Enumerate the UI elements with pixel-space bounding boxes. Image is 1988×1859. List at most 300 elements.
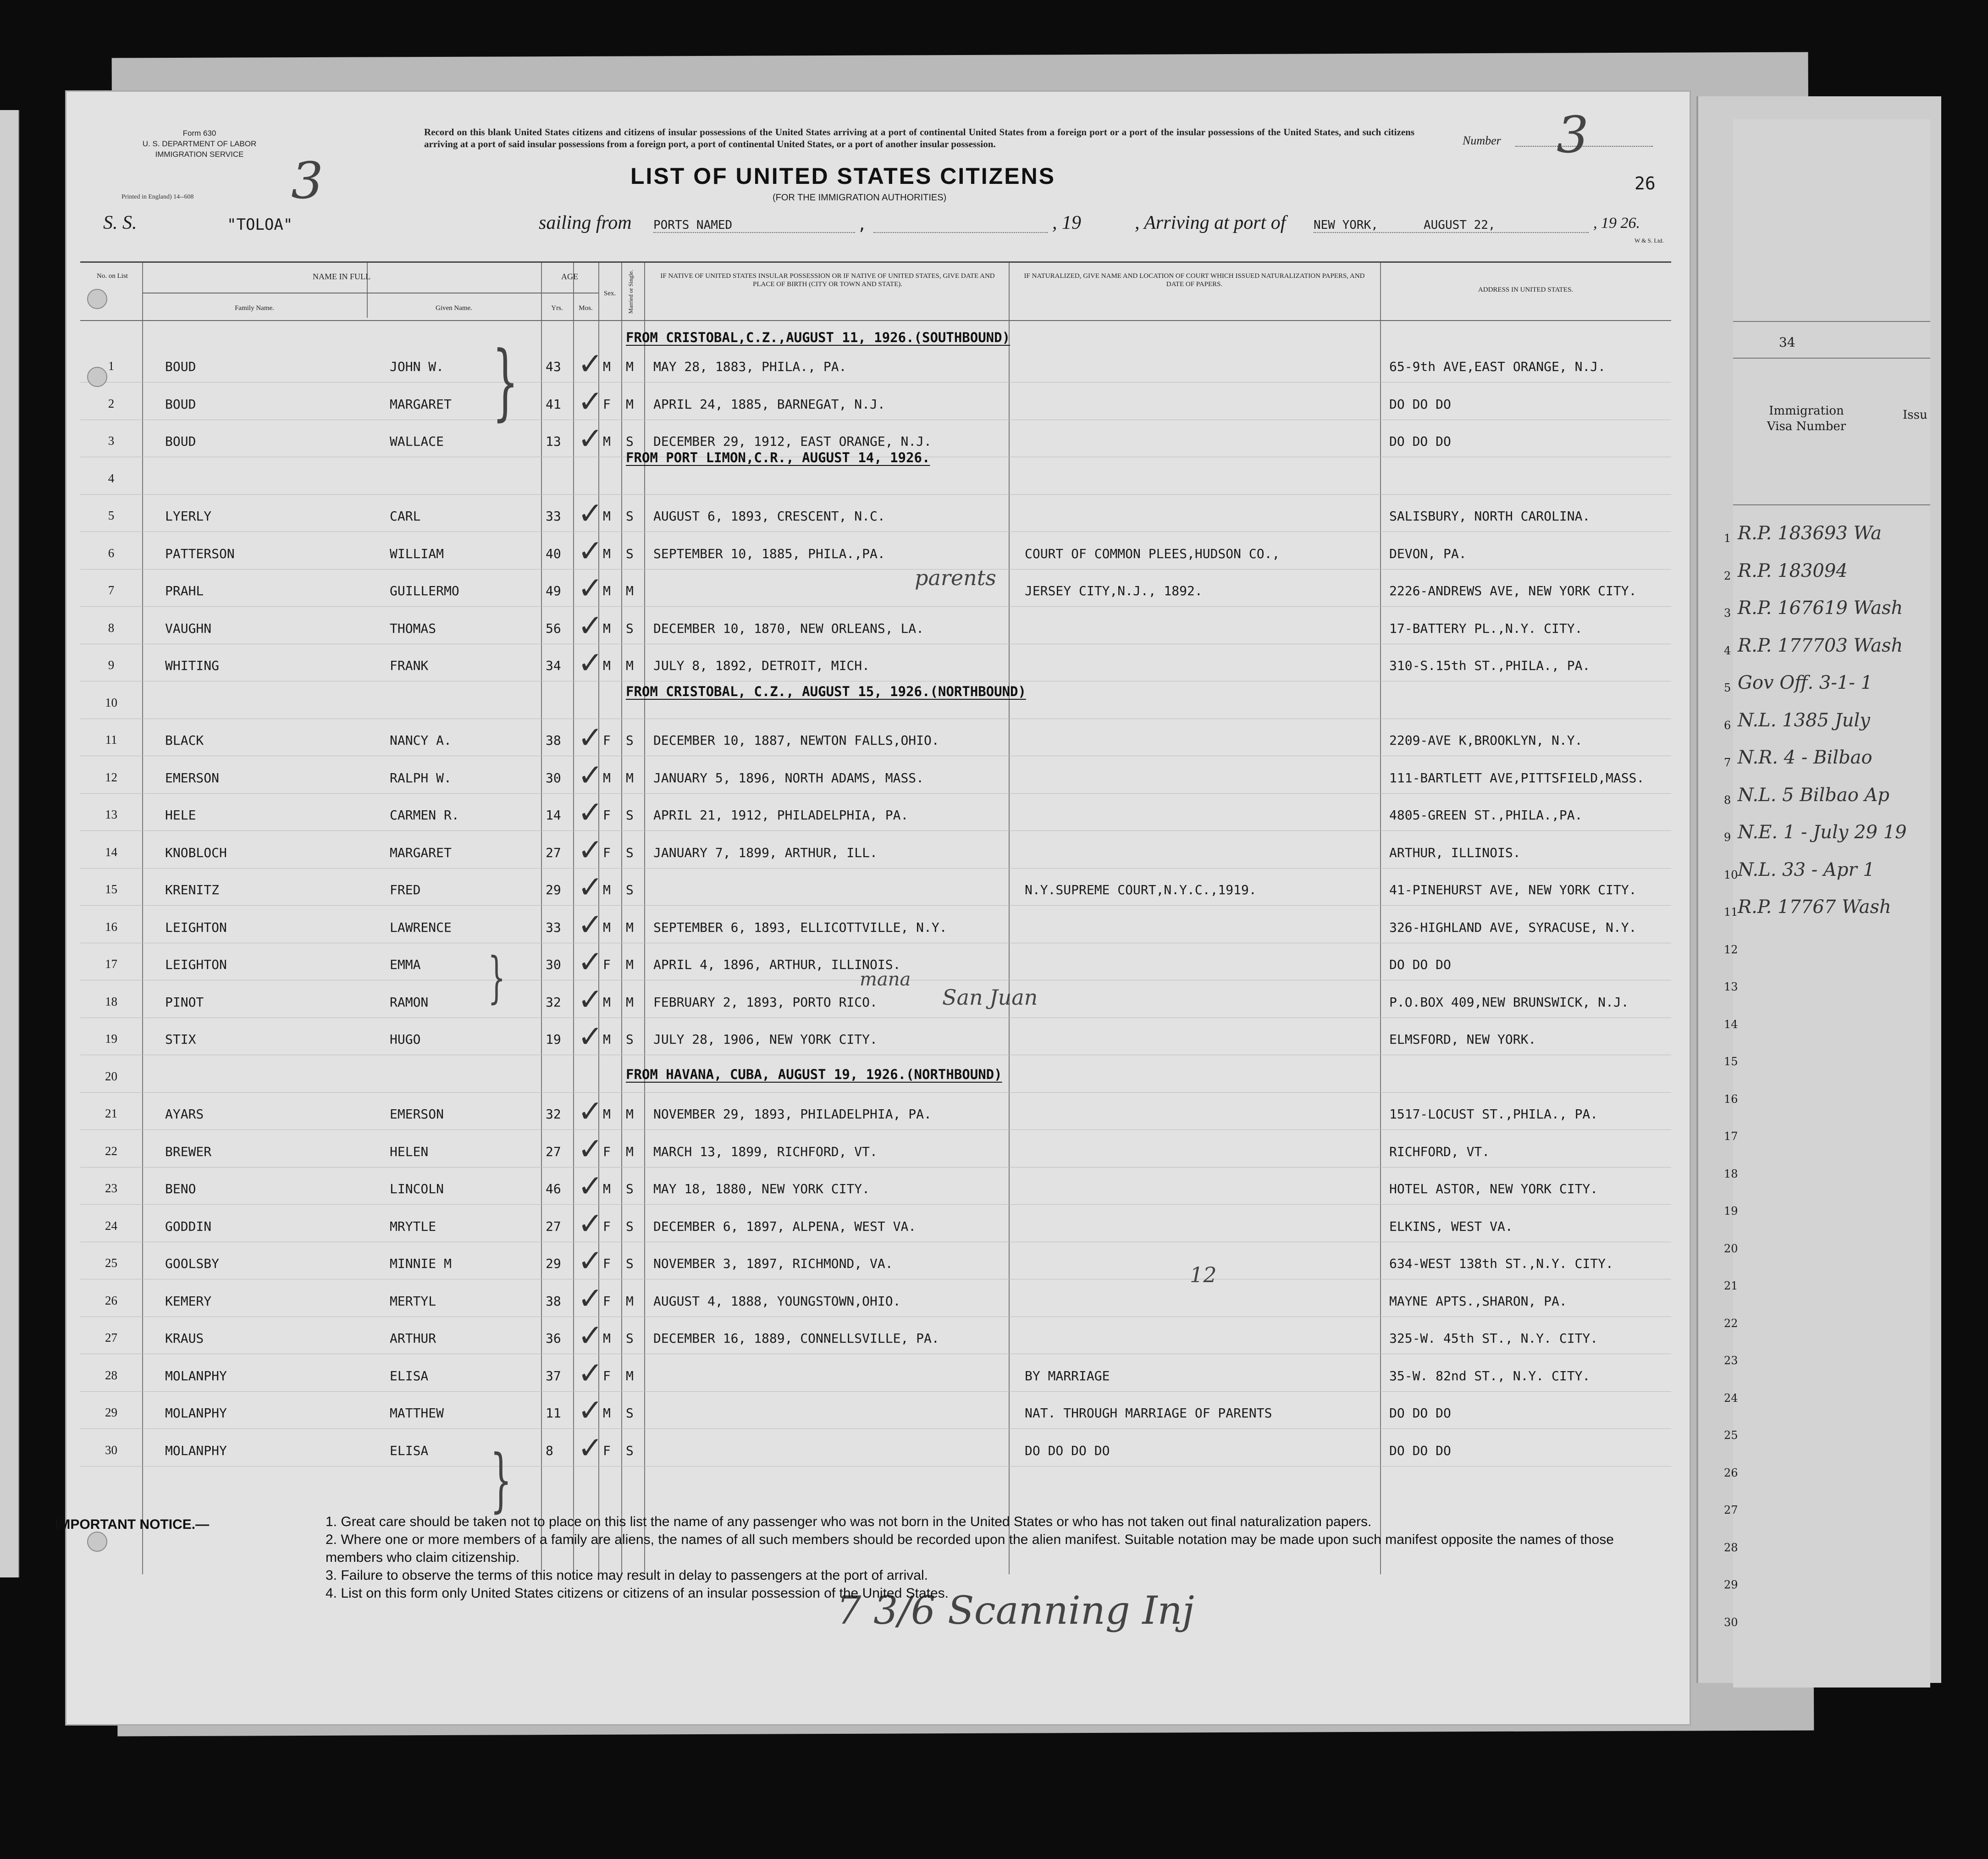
given-name: LAWRENCE (390, 919, 452, 935)
section-header: FROM HAVANA, CUBA, AUGUST 19, 1926.(NORTHBOUND) (626, 1067, 1002, 1082)
family-name: MOLANPHY (165, 1443, 227, 1458)
sheet-row-number: 2 (1724, 569, 1731, 582)
header-mos: Mos. (579, 304, 593, 312)
sheet-row-number: 19 (1724, 1205, 1738, 1217)
sailing-from-value: PORTS NAMED (653, 218, 733, 232)
voyage-line (103, 212, 1664, 244)
sheet-row-number: 4 (1724, 644, 1731, 657)
printed-note: Printed in England) 14--608 (121, 194, 194, 200)
sheet-row-number: 11 (1724, 906, 1738, 918)
sheet-row-number: 6 (1724, 719, 1731, 732)
marital-status: S (626, 1405, 634, 1421)
marital-status: M (626, 1368, 634, 1383)
check-mark-icon: ✓ (578, 1318, 603, 1353)
birth-info: JANUARY 5, 1896, NORTH ADAMS, MASS. (653, 770, 924, 786)
binder-hole (87, 1532, 107, 1552)
check-mark-icon: ✓ (578, 832, 603, 868)
sheet-visa-entry: N.L. 33 - Apr 1 (1738, 859, 1875, 880)
handwritten-brace: } (488, 946, 506, 1010)
notice-item: 4. List on this form only United States citizens or citizens of an insular possession of the United States. (326, 1586, 949, 1601)
header-age: AGE (561, 272, 578, 281)
sheet-visa-entry: N.L. 5 Bilbao Ap (1738, 784, 1890, 806)
birth-info: JULY 8, 1892, DETROIT, MICH. (653, 658, 870, 673)
family-name: VAUGHN (165, 620, 212, 636)
check-mark-icon: ✓ (578, 533, 603, 569)
handwritten-scanning-note: 7 3/6 Scanning Inj (837, 1588, 1194, 1633)
sex: M (603, 770, 611, 786)
us-address: MAYNE APTS.,SHARON, PA. (1389, 1293, 1567, 1309)
sheet-row-number: 1 (1724, 532, 1731, 545)
form-id-block (131, 128, 268, 160)
marital-status: S (626, 882, 634, 897)
check-mark-icon: ✓ (578, 869, 603, 905)
handwritten-san-juan: San Juan (942, 985, 1038, 1010)
check-mark-icon: ✓ (578, 570, 603, 606)
row-rule (80, 1129, 1671, 1130)
row-rule (80, 494, 1671, 495)
marital-status: S (626, 808, 634, 823)
us-address: 4805-GREEN ST.,PHILA.,PA. (1389, 808, 1583, 823)
us-address: 17-BATTERY PL.,N.Y. CITY. (1389, 620, 1583, 636)
us-address: 326-HIGHLAND AVE, SYRACUSE, N.Y. (1389, 919, 1637, 935)
col-divider (573, 263, 574, 1574)
sheet-row-number: 10 (1724, 868, 1738, 881)
age-years: 41 (546, 396, 561, 412)
row-number: 3 (108, 434, 115, 448)
sheet-row-number: 5 (1724, 681, 1731, 694)
age-years: 13 (546, 434, 561, 449)
sex: M (603, 1405, 611, 1421)
us-address: 2226-ANDREWS AVE, NEW YORK CITY. (1389, 583, 1637, 598)
us-address: 634-WEST 138th ST.,N.Y. CITY. (1389, 1256, 1613, 1271)
handwritten-12: 12 (1190, 1262, 1217, 1287)
col-divider (1009, 263, 1010, 1574)
sex: M (603, 1331, 611, 1346)
row-number: 14 (105, 845, 117, 859)
sheet-visa-header: Immigration Visa Number (1767, 404, 1846, 433)
handwritten-page-mark: 3 (291, 151, 323, 210)
family-name: KNOBLOCH (165, 845, 227, 860)
us-address: DEVON, PA. (1389, 546, 1467, 561)
check-mark-icon: ✓ (578, 421, 603, 456)
age-years: 14 (546, 808, 561, 823)
number-label: Number (1463, 134, 1501, 147)
sex: M (603, 919, 611, 935)
sheet-row-number: 23 (1724, 1354, 1738, 1367)
naturalization-info: BY MARRIAGE (1025, 1368, 1110, 1383)
year-prefix: , 19 (1052, 212, 1081, 233)
sex: M (603, 620, 611, 636)
row-rule (80, 1391, 1671, 1392)
age-years: 43 (546, 359, 561, 374)
sheet-row-number: 22 (1724, 1317, 1738, 1330)
marital-status: S (626, 620, 634, 636)
us-address: RICHFORD, VT. (1389, 1144, 1490, 1159)
given-name: JOHN W. (390, 359, 444, 374)
binder-hole (87, 289, 107, 309)
birth-info: NOVEMBER 29, 1893, PHILADELPHIA, PA. (653, 1107, 932, 1122)
sheet-visa-entry: R.P. 183094 (1738, 560, 1848, 581)
us-address: ELMSFORD, NEW YORK. (1389, 1032, 1536, 1047)
family-name: PINOT (165, 994, 204, 1010)
age-years: 33 (546, 509, 561, 524)
check-mark-icon: ✓ (578, 645, 603, 681)
sex: F (603, 845, 611, 860)
birth-info: MAY 18, 1880, NEW YORK CITY. (653, 1181, 870, 1196)
row-number: 25 (105, 1256, 117, 1270)
notice-items (326, 1513, 1664, 1602)
handwritten-brace: } (490, 1440, 512, 1520)
sheet-row-number: 29 (1724, 1578, 1738, 1591)
department: U. S. DEPARTMENT OF LABOR (142, 139, 257, 148)
age-years: 38 (546, 1293, 561, 1309)
given-name: RAMON (390, 994, 429, 1010)
marital-status: S (626, 1218, 634, 1234)
header-naturalized: IF NATURALIZED, GIVE NAME AND LOCATION OF COURT WHICH ISSUED NATURALIZATION PAPERS, AND DATE OF PAPERS. (1024, 272, 1365, 288)
sheet-row-number: 18 (1724, 1167, 1738, 1180)
handwritten-mana: mana (860, 969, 911, 990)
row-rule (80, 868, 1671, 869)
family-name: MOLANPHY (165, 1405, 227, 1421)
age-years: 29 (546, 1256, 561, 1271)
row-number: 9 (108, 658, 115, 672)
given-name: ARTHUR (390, 1331, 436, 1346)
row-number: 13 (105, 808, 117, 821)
us-address: 1517-LOCUST ST.,PHILA., PA. (1389, 1107, 1598, 1122)
check-mark-icon: ✓ (578, 1168, 603, 1204)
us-address: 41-PINEHURST AVE, NEW YORK CITY. (1389, 882, 1637, 897)
arrival-date: AUGUST 22, (1424, 218, 1496, 232)
arrival-port: NEW YORK, (1314, 218, 1378, 232)
marital-status: M (626, 359, 634, 374)
family-name: LEIGHTON (165, 957, 227, 972)
sex: M (603, 583, 611, 598)
given-name: EMMA (390, 957, 421, 972)
page-title: LIST OF UNITED STATES CITIZENS (630, 163, 1056, 189)
row-number: 21 (105, 1107, 117, 1120)
row-rule (80, 830, 1671, 831)
check-mark-icon: ✓ (578, 795, 603, 830)
row-number: 4 (108, 471, 115, 485)
given-name: MRYTLE (390, 1218, 436, 1234)
us-address: ARTHUR, ILLINOIS. (1389, 845, 1521, 860)
us-address: 65-9th AVE,EAST ORANGE, N.J. (1389, 359, 1606, 374)
given-name: MINNIE M (390, 1256, 452, 1271)
marital-status: S (626, 546, 634, 561)
family-name: HELE (165, 808, 196, 823)
family-name: LYERLY (165, 509, 212, 524)
given-name: NANCY A. (390, 733, 452, 748)
row-number: 1 (108, 359, 115, 373)
age-years: 32 (546, 1107, 561, 1122)
marital-status: M (626, 770, 634, 786)
sheet-row-number: 27 (1724, 1504, 1738, 1516)
sex: F (603, 733, 611, 748)
us-address: SALISBURY, NORTH CAROLINA. (1389, 509, 1590, 524)
handwritten-parents: parents (915, 565, 996, 590)
given-name: EMERSON (390, 1107, 444, 1122)
given-name: HUGO (390, 1032, 421, 1047)
notice-heading: IMPORTANT NOTICE.— (55, 1517, 210, 1532)
check-mark-icon: ✓ (578, 1430, 603, 1466)
check-mark-icon: ✓ (578, 944, 603, 979)
marital-status: M (626, 1107, 634, 1122)
col-divider (621, 263, 622, 1574)
birth-info: DECEMBER 10, 1887, NEWTON FALLS,OHIO. (653, 733, 939, 748)
sheet-row-number: 8 (1724, 793, 1731, 807)
sheet-row-number: 30 (1724, 1616, 1738, 1629)
birth-info: SEPTEMBER 10, 1885, PHILA.,PA. (653, 546, 885, 561)
age-years: 29 (546, 882, 561, 897)
sex: M (603, 1107, 611, 1122)
col-divider (1380, 263, 1381, 1574)
citizens-list-form (66, 92, 1690, 1724)
marital-status: S (626, 1032, 634, 1047)
check-mark-icon: ✓ (578, 496, 603, 531)
row-number: 7 (108, 583, 115, 597)
sheet-rule (1733, 358, 1930, 359)
col-divider (541, 263, 542, 1574)
birth-info: DECEMBER 6, 1897, ALPENA, WEST VA. (653, 1218, 917, 1234)
sheet-visa-entry: N.L. 1385 July (1738, 709, 1870, 731)
family-name: BENO (165, 1181, 196, 1196)
check-mark-icon: ✓ (578, 1393, 603, 1428)
family-name: PRAHL (165, 583, 204, 598)
row-number: 28 (105, 1368, 117, 1382)
marital-status: S (626, 1331, 634, 1346)
given-name: MATTHEW (390, 1405, 444, 1421)
sex: M (603, 994, 611, 1010)
us-address: 111-BARTLETT AVE,PITTSFIELD,MASS. (1389, 770, 1645, 786)
comma: , (857, 216, 867, 234)
marital-status: M (626, 396, 634, 412)
check-mark-icon: ✓ (578, 981, 603, 1017)
us-address: P.O.BOX 409,NEW BRUNSWICK, N.J. (1389, 994, 1629, 1010)
binder-hole (87, 367, 107, 387)
row-number: 27 (105, 1331, 117, 1344)
age-years: 36 (546, 1331, 561, 1346)
sex: F (603, 1443, 611, 1458)
sheet-rule (1733, 321, 1930, 322)
birth-info: FEBRUARY 2, 1893, PORTO RICO. (653, 994, 878, 1010)
row-rule (80, 606, 1671, 607)
us-address: DO DO DO (1389, 1443, 1451, 1458)
row-number: 8 (108, 620, 115, 635)
age-years: 38 (546, 733, 561, 748)
given-name: CARL (390, 509, 421, 524)
marital-status: S (626, 1443, 634, 1458)
sheet-row-number: 17 (1724, 1130, 1738, 1143)
row-number: 15 (105, 882, 117, 896)
row-number: 23 (105, 1181, 117, 1195)
marital-status: S (626, 733, 634, 748)
birth-info: SEPTEMBER 6, 1893, ELLICOTTVILLE, N.Y. (653, 919, 947, 935)
marital-status: S (626, 845, 634, 860)
header-address: ADDRESS IN UNITED STATES. (1478, 286, 1574, 293)
row-number: 24 (105, 1218, 117, 1233)
given-name: HELEN (390, 1144, 429, 1159)
sex: F (603, 957, 611, 972)
sex: M (603, 434, 611, 449)
age-years: 8 (546, 1443, 553, 1458)
age-years: 56 (546, 620, 561, 636)
family-name: AYARS (165, 1107, 204, 1122)
row-number: 2 (108, 396, 115, 410)
family-name: GODDIN (165, 1218, 212, 1234)
family-name: BOUD (165, 359, 196, 374)
sheet-row-number: 15 (1724, 1055, 1738, 1068)
marital-status: M (626, 1144, 634, 1159)
age-years: 30 (546, 957, 561, 972)
sheet-row-number: 13 (1724, 980, 1738, 993)
dotted-fill (873, 232, 1048, 233)
birth-info: AUGUST 6, 1893, CRESCENT, N.C. (653, 509, 885, 524)
sheet-row-number: 28 (1724, 1541, 1738, 1554)
col-divider (142, 263, 143, 1574)
printer-mark: W & S. Ltd. (1635, 237, 1664, 244)
check-mark-icon: ✓ (578, 907, 603, 942)
sex: F (603, 1293, 611, 1309)
sheet-page-number: 34 (1779, 335, 1795, 350)
age-years: 33 (546, 919, 561, 935)
sex: M (603, 546, 611, 561)
check-mark-icon: ✓ (578, 720, 603, 755)
given-name: FRANK (390, 658, 429, 673)
given-name: THOMAS (390, 620, 436, 636)
us-address: 325-W. 45th ST., N.Y. CITY. (1389, 1331, 1598, 1346)
check-mark-icon: ✓ (578, 1243, 603, 1278)
sheet-visa-entry: R.P. 17767 Wash (1738, 896, 1891, 918)
us-address: DO DO DO (1389, 396, 1451, 412)
family-name: BLACK (165, 733, 204, 748)
header-family-name: Family Name. (235, 304, 274, 312)
sex: F (603, 396, 611, 412)
birth-info: NOVEMBER 3, 1897, RICHMOND, VA. (653, 1256, 893, 1271)
given-name: FRED (390, 882, 421, 897)
service: IMMIGRATION SERVICE (155, 149, 244, 159)
family-name: WHITING (165, 658, 220, 673)
us-address: 35-W. 82nd ST., N.Y. CITY. (1389, 1368, 1590, 1383)
given-name: MARGARET (390, 845, 452, 860)
row-number: 10 (105, 695, 117, 709)
header-no-on-list: No. on List (97, 272, 128, 280)
birth-info: JANUARY 7, 1899, ARTHUR, ILL. (653, 845, 878, 860)
family-name: KEMERY (165, 1293, 212, 1309)
naturalization-info: JERSEY CITY,N.J., 1892. (1025, 583, 1203, 598)
dotted-fill (1314, 232, 1589, 233)
age-years: 32 (546, 994, 561, 1010)
us-address: 310-S.15th ST.,PHILA., PA. (1389, 658, 1590, 673)
row-number: 26 (105, 1293, 117, 1307)
notice-item: 1. Great care should be taken not to place on this list the name of any passenger who was not born in the United States or who has not taken out final naturalization papers. (326, 1514, 1372, 1529)
sheet-row-number: 7 (1724, 756, 1731, 769)
birth-info: APRIL 24, 1885, BARNEGAT, N.J. (653, 396, 885, 412)
dotted-fill (653, 232, 855, 233)
row-number: 12 (105, 770, 117, 784)
header-given-name: Given Name. (436, 304, 472, 312)
row-number: 30 (105, 1443, 117, 1457)
marital-status: M (626, 919, 634, 935)
age-years: 49 (546, 583, 561, 598)
header-native: IF NATIVE OF UNITED STATES INSULAR POSSESSION OR IF NATIVE OF UNITED STATES, GIVE DATE AND PLACE OF BIRTH (CITY OR TOWN AND STATE). (660, 272, 995, 288)
check-mark-icon: ✓ (578, 1355, 603, 1391)
birth-info: DECEMBER 29, 1912, EAST ORANGE, N.J. (653, 434, 932, 449)
given-name: MERTYL (390, 1293, 436, 1309)
naturalization-info: DO DO DO DO (1025, 1443, 1110, 1458)
age-years: 27 (546, 1218, 561, 1234)
row-number: 11 (105, 733, 117, 747)
birth-info: MAY 28, 1883, PHILA., PA. (653, 359, 847, 374)
row-rule (80, 905, 1671, 906)
sex: F (603, 1218, 611, 1234)
row-rule (80, 531, 1671, 532)
age-years: 27 (546, 845, 561, 860)
sheet-row-number: 24 (1724, 1391, 1738, 1405)
row-rule (80, 1092, 1671, 1093)
form-instructions: Record on this blank United States citizens and citizens of insular possessions of the United States arriving at a port of continental United States from a foreign port or a port of the insular possessions of the United States, and such citizens arriving at a port of said insular possessions from a foreign port, a port of continental United States, or a port of another insular possession. (424, 127, 1414, 149)
sailing-from-label: sailing from (539, 212, 632, 233)
check-mark-icon: ✓ (578, 1094, 603, 1129)
handwritten-number: 3 (1557, 105, 1589, 164)
given-name: RALPH W. (390, 770, 452, 786)
check-mark-icon: ✓ (578, 757, 603, 793)
sheet-visa-entry: R.P. 183693 Wa (1738, 523, 1882, 544)
birth-info: MARCH 13, 1899, RICHFORD, VT. (653, 1144, 878, 1159)
sex: F (603, 1256, 611, 1271)
family-name: EMERSON (165, 770, 220, 786)
row-number: 17 (105, 957, 117, 971)
check-mark-icon: ✓ (578, 608, 603, 643)
sex: M (603, 359, 611, 374)
row-number: 20 (105, 1069, 117, 1083)
sheet-rule (1733, 504, 1930, 505)
sex: M (603, 882, 611, 897)
family-name: MOLANPHY (165, 1368, 227, 1383)
sex: F (603, 1144, 611, 1159)
sheet-visa-entry: R.P. 167619 Wash (1738, 598, 1903, 619)
sheet-row-number: 26 (1724, 1466, 1738, 1479)
age-years: 11 (546, 1405, 561, 1421)
row-number: 5 (108, 509, 115, 522)
marital-status: M (626, 583, 634, 598)
us-address: DO DO DO (1389, 1405, 1451, 1421)
row-rule (80, 793, 1671, 794)
birth-info: AUGUST 4, 1888, YOUNGSTOWN,OHIO. (653, 1293, 901, 1309)
us-address: DO DO DO (1389, 434, 1451, 449)
given-name: ELISA (390, 1368, 429, 1383)
age-years: 34 (546, 658, 561, 673)
section-header: FROM CRISTOBAL,C.Z.,AUGUST 11, 1926.(SOUTHBOUND) (626, 330, 1011, 345)
row-number: 16 (105, 919, 117, 934)
notice-item: 2. Where one or more members of a family are aliens, the names of all such members should be recorded upon the alien manifest. Suitable notation may be made upon such manifest opposite the names of those members who claim citizenship. (326, 1532, 1614, 1565)
marital-status: S (626, 509, 634, 524)
check-mark-icon: ✓ (578, 1280, 603, 1316)
row-number: 18 (105, 994, 117, 1008)
sheet-row-number: 16 (1724, 1092, 1738, 1106)
birth-info: APRIL 4, 1896, ARTHUR, ILLINOIS. (653, 957, 901, 972)
sex: F (603, 808, 611, 823)
naturalization-info: N.Y.SUPREME COURT,N.Y.C.,1919. (1025, 882, 1257, 897)
check-mark-icon: ✓ (578, 346, 603, 382)
family-name: STIX (165, 1032, 196, 1047)
marital-status: S (626, 1256, 634, 1271)
given-name: LINCOLN (390, 1181, 444, 1196)
us-address: HOTEL ASTOR, NEW YORK CITY. (1389, 1181, 1598, 1196)
marital-status: M (626, 994, 634, 1010)
header-name-in-full: NAME IN FULL (313, 272, 370, 281)
age-years: 30 (546, 770, 561, 786)
age-years: 46 (546, 1181, 561, 1196)
